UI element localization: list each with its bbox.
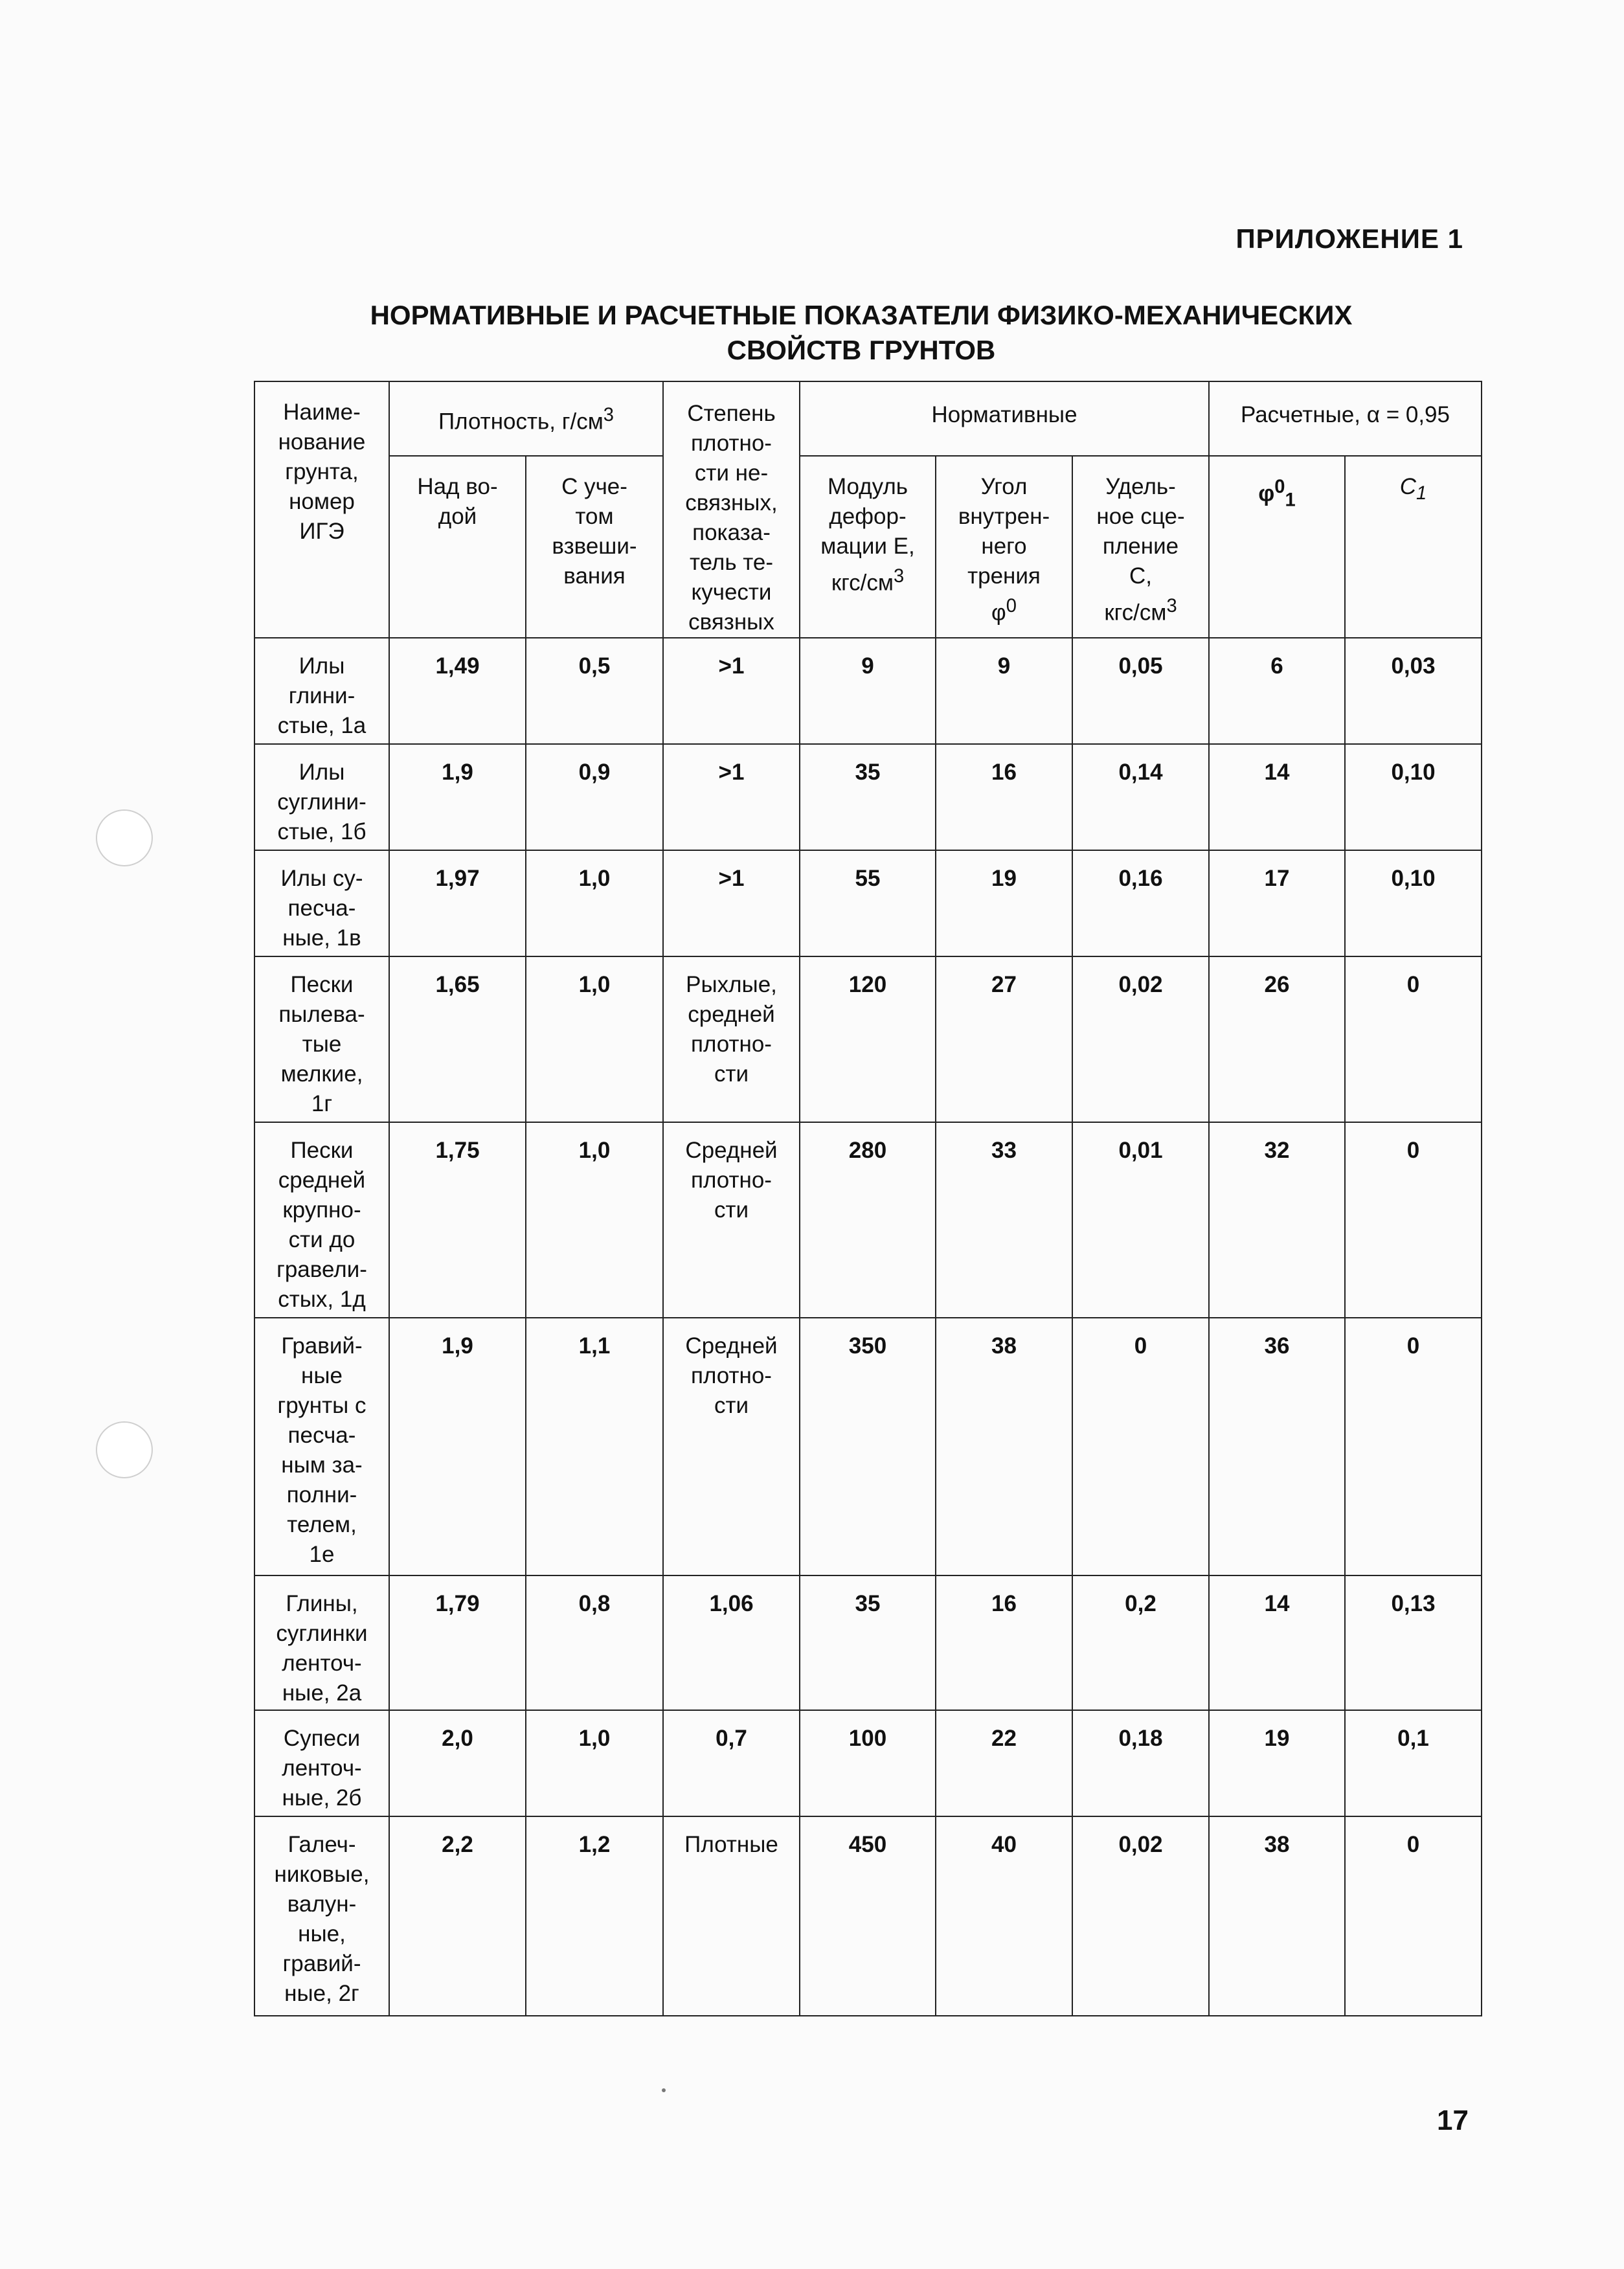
- header-phi1-sup: 0: [1274, 477, 1285, 498]
- cohesion-cell: 0,18: [1072, 1710, 1209, 1816]
- phi1-cell: 17: [1209, 850, 1345, 956]
- c1-cell: 0,13: [1345, 1575, 1482, 1710]
- soil-name-cell: Галеч- никовые, валун- ные, гравий- ные, 2г: [254, 1816, 389, 2016]
- header-c1-base: С: [1399, 474, 1417, 500]
- density-above-cell: 1,97: [389, 850, 526, 956]
- phi1-cell: 26: [1209, 956, 1345, 1122]
- c1-cell: 0: [1345, 1122, 1482, 1318]
- density-degree-cell: Плотные: [663, 1816, 800, 2016]
- c1-cell: 0,10: [1345, 744, 1482, 850]
- cohesion-cell: 0,02: [1072, 956, 1209, 1122]
- header-normative: Нормативные: [800, 381, 1209, 456]
- density-above-cell: 1,79: [389, 1575, 526, 1710]
- cohesion-cell: 0,2: [1072, 1575, 1209, 1710]
- table-row: [254, 638, 1482, 744]
- table-row: [254, 1816, 1482, 2016]
- modulus-cell: 55: [800, 850, 936, 956]
- friction-angle-cell: 33: [936, 1122, 1072, 1318]
- soil-name-cell: Илы глини- стые, 1а: [254, 638, 389, 744]
- header-density-suspended: С уче- том взвеши- вания: [526, 456, 663, 638]
- density-suspended-cell: 1,2: [526, 1816, 663, 2016]
- c1-cell: 0: [1345, 1318, 1482, 1575]
- phi1-cell: 38: [1209, 1816, 1345, 2016]
- density-above-cell: 1,9: [389, 744, 526, 850]
- friction-angle-cell: 40: [936, 1816, 1072, 2016]
- table-row: [254, 1318, 1482, 1575]
- density-suspended-cell: 1,0: [526, 1122, 663, 1318]
- modulus-cell: 9: [800, 638, 936, 744]
- density-degree-cell: >1: [663, 744, 800, 850]
- appendix-label: ПРИЛОЖЕНИЕ 1: [1235, 223, 1463, 254]
- phi1-cell: 36: [1209, 1318, 1345, 1575]
- header-density-sup: 3: [603, 405, 614, 425]
- phi1-cell: 32: [1209, 1122, 1345, 1318]
- header-density-degree: Степень плотно- сти не- связных, показа- тель те- кучести связных: [663, 381, 800, 638]
- modulus-cell: 120: [800, 956, 936, 1122]
- header-phi1-base: φ: [1258, 480, 1275, 506]
- modulus-cell: 35: [800, 744, 936, 850]
- density-suspended-cell: 1,0: [526, 850, 663, 956]
- density-suspended-cell: 0,9: [526, 744, 663, 850]
- cohesion-cell: 0,14: [1072, 744, 1209, 850]
- friction-angle-cell: 16: [936, 1575, 1072, 1710]
- density-suspended-cell: 1,0: [526, 956, 663, 1122]
- friction-angle-cell: 9: [936, 638, 1072, 744]
- cohesion-cell: 0,02: [1072, 1816, 1209, 2016]
- density-above-cell: 1,49: [389, 638, 526, 744]
- header-cohesion-text: Удель- ное сце- пление С, кгс/см: [1096, 474, 1185, 626]
- soil-name-cell: Илы су- песча- ные, 1в: [254, 850, 389, 956]
- density-above-cell: 1,9: [389, 1318, 526, 1575]
- header-deformation-modulus: [800, 456, 936, 638]
- punch-hole: [96, 1421, 153, 1478]
- friction-angle-cell: 16: [936, 744, 1072, 850]
- density-suspended-cell: 1,0: [526, 1710, 663, 1816]
- c1-cell: 0,10: [1345, 850, 1482, 956]
- soil-name-cell: Гравий- ные грунты с песча- ным за- полни- телем, 1е: [254, 1318, 389, 1575]
- density-above-cell: 1,65: [389, 956, 526, 1122]
- phi1-cell: 6: [1209, 638, 1345, 744]
- density-suspended-cell: 1,1: [526, 1318, 663, 1575]
- header-friction-angle: [936, 456, 1072, 638]
- density-degree-cell: >1: [663, 638, 800, 744]
- density-above-cell: 2,0: [389, 1710, 526, 1816]
- table-row: [254, 956, 1482, 1122]
- page-number: 17: [1437, 2105, 1469, 2136]
- c1-cell: 0: [1345, 956, 1482, 1122]
- density-degree-cell: Средней плотно- сти: [663, 1318, 800, 1575]
- soil-properties-table: [254, 381, 1482, 2016]
- soil-name-cell: Илы суглини- стые, 1б: [254, 744, 389, 850]
- header-soil-name: Наиме- нование грунта, номер ИГЭ: [254, 381, 389, 638]
- scan-speck: [662, 2088, 666, 2092]
- density-suspended-cell: 0,8: [526, 1575, 663, 1710]
- table-body: [254, 638, 1482, 2016]
- header-row-2: [254, 456, 1482, 638]
- friction-angle-cell: 22: [936, 1710, 1072, 1816]
- table-row: [254, 1575, 1482, 1710]
- header-density-text: Плотность, г/см: [438, 409, 603, 435]
- soil-name-cell: Пески средней крупно- сти до гравели- стых, 1д: [254, 1122, 389, 1318]
- header-angle-text: Угол внутрен- него трения φ: [958, 474, 1050, 626]
- punch-hole: [96, 809, 153, 866]
- header-phi1-sub: 1: [1285, 490, 1296, 511]
- cohesion-cell: 0,01: [1072, 1122, 1209, 1318]
- modulus-cell: 100: [800, 1710, 936, 1816]
- soil-name-cell: Супеси ленточ- ные, 2б: [254, 1710, 389, 1816]
- soil-name-cell: Глины, суглинки ленточ- ные, 2а: [254, 1575, 389, 1710]
- table-row: [254, 850, 1482, 956]
- header-density-above-water: Над во- дой: [389, 456, 526, 638]
- density-degree-cell: Рыхлые, средней плотно- сти: [663, 956, 800, 1122]
- soil-name-cell: Пески пылева- тые мелкие, 1г: [254, 956, 389, 1122]
- density-degree-cell: Средней плотно- сти: [663, 1122, 800, 1318]
- phi1-cell: 19: [1209, 1710, 1345, 1816]
- density-degree-cell: 0,7: [663, 1710, 800, 1816]
- density-degree-cell: 1,06: [663, 1575, 800, 1710]
- title-line-1: НОРМАТИВНЫЕ И РАСЧЕТНЫЕ ПОКАЗАТЕЛИ ФИЗИКО-МЕХАНИЧЕСКИХ: [370, 300, 1353, 330]
- modulus-cell: 450: [800, 1816, 936, 2016]
- header-c1-sub: 1: [1416, 483, 1427, 504]
- header-phi1: [1209, 456, 1345, 638]
- table-row: [254, 1710, 1482, 1816]
- header-angle-sup: 0: [1006, 596, 1017, 617]
- density-above-cell: 2,2: [389, 1816, 526, 2016]
- header-density: [389, 381, 663, 456]
- cohesion-cell: 0,05: [1072, 638, 1209, 744]
- header-specific-cohesion: [1072, 456, 1209, 638]
- modulus-cell: 280: [800, 1122, 936, 1318]
- c1-cell: 0: [1345, 1816, 1482, 2016]
- density-degree-cell: >1: [663, 850, 800, 956]
- friction-angle-cell: 19: [936, 850, 1072, 956]
- friction-angle-cell: 38: [936, 1318, 1072, 1575]
- phi1-cell: 14: [1209, 744, 1345, 850]
- c1-cell: 0,03: [1345, 638, 1482, 744]
- header-calculated: Расчетные, α = 0,95: [1209, 381, 1482, 456]
- density-above-cell: 1,75: [389, 1122, 526, 1318]
- page-title: [253, 298, 1470, 368]
- table-row: [254, 744, 1482, 850]
- modulus-cell: 350: [800, 1318, 936, 1575]
- density-suspended-cell: 0,5: [526, 638, 663, 744]
- header-cohesion-sup: 3: [1166, 596, 1177, 617]
- c1-cell: 0,1: [1345, 1710, 1482, 1816]
- title-line-2: СВОЙСТВ ГРУНТОВ: [727, 335, 996, 365]
- header-modulus-text: Модуль дефор- мации Е, кгс/см: [820, 474, 915, 596]
- cohesion-cell: 0,16: [1072, 850, 1209, 956]
- modulus-cell: 35: [800, 1575, 936, 1710]
- phi1-cell: 14: [1209, 1575, 1345, 1710]
- header-modulus-sup: 3: [893, 566, 905, 587]
- cohesion-cell: 0: [1072, 1318, 1209, 1575]
- header-row-1: [254, 381, 1482, 456]
- friction-angle-cell: 27: [936, 956, 1072, 1122]
- header-c1: [1345, 456, 1482, 638]
- table-row: [254, 1122, 1482, 1318]
